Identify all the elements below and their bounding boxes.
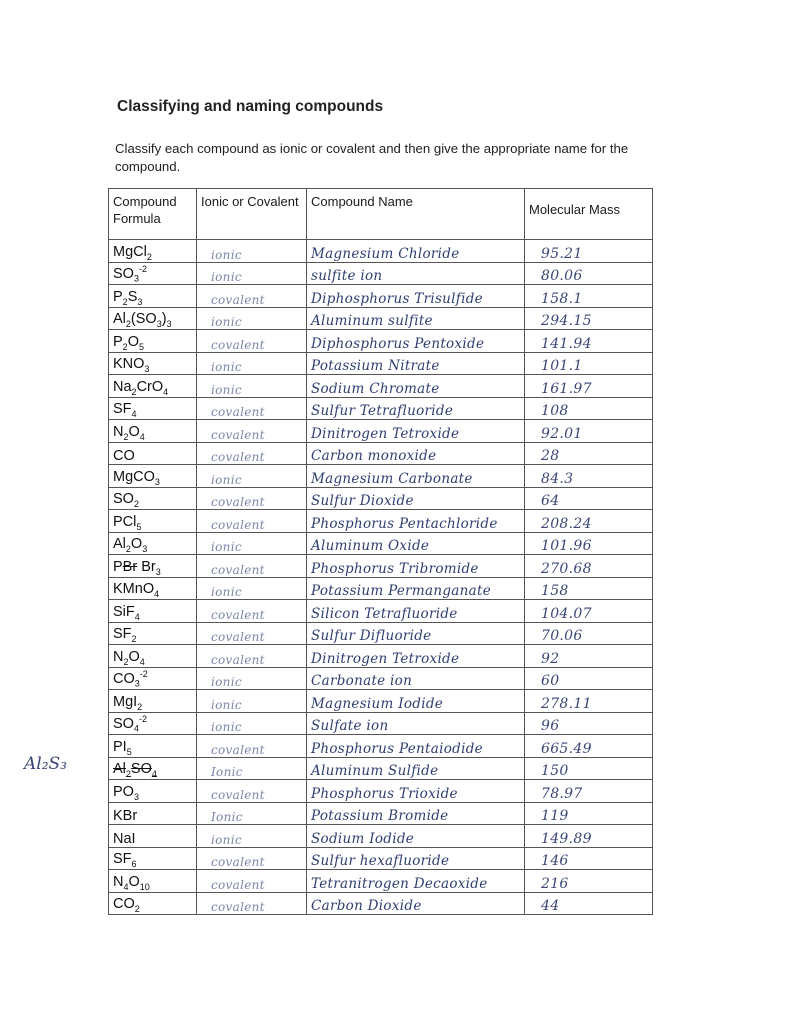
page-title: Classifying and naming compounds [117, 98, 384, 115]
molecular-mass-cell: 78.97 [525, 780, 653, 803]
bond-type-cell: ionic [197, 375, 307, 398]
molecular-mass-cell: 44 [525, 892, 653, 915]
bond-type-cell: ionic [197, 240, 307, 263]
table-row [109, 802, 653, 825]
compound-name-cell: Sulfur Tetrafluoride [307, 397, 525, 420]
molecular-mass-cell: 278.11 [525, 690, 653, 713]
bond-type-cell: ionic [197, 825, 307, 848]
molecular-mass-cell: 158 [525, 577, 653, 600]
header-mass: Molecular Mass [525, 189, 653, 240]
table-row [109, 600, 653, 623]
bond-type-cell: covalent [197, 510, 307, 533]
molecular-mass-cell: 149.89 [525, 825, 653, 848]
table-header-row [109, 189, 653, 240]
table-row [109, 645, 653, 668]
bond-type-cell: Ionic [197, 802, 307, 825]
compound-name-cell: Tetranitrogen Decaoxide [307, 870, 525, 893]
formula-cell: $CO_3^{-2}$ [109, 667, 197, 690]
compound-name-cell: Magnesium Iodide [307, 690, 525, 713]
formula-cell: $N_2O_4$ [109, 420, 197, 443]
bond-type-cell: ionic [197, 690, 307, 713]
table-row [109, 667, 653, 690]
compound-name-cell: Carbon Dioxide [307, 892, 525, 915]
molecular-mass-cell: 208.24 [525, 510, 653, 533]
compound-name-cell: sulfite ion [307, 262, 525, 285]
compounds-table [108, 188, 653, 915]
formula-cell: $SF_4$ [109, 397, 197, 420]
molecular-mass-cell: 146 [525, 847, 653, 870]
table-row [109, 690, 653, 713]
formula-cell: $Al_2SO_4$ [109, 757, 197, 780]
molecular-mass-cell: 101.96 [525, 532, 653, 555]
bond-type-cell: covalent [197, 892, 307, 915]
molecular-mass-cell: 80.06 [525, 262, 653, 285]
formula-cell: MgCl$_2$ [109, 240, 197, 263]
formula-cell: $SO_4^{-2}$ [109, 712, 197, 735]
molecular-mass-cell: 294.15 [525, 307, 653, 330]
molecular-mass-cell: 161.97 [525, 375, 653, 398]
table-row [109, 735, 653, 758]
compound-name-cell: Sulfur Dioxide [307, 487, 525, 510]
molecular-mass-cell: 64 [525, 487, 653, 510]
bond-type-cell: covalent [197, 330, 307, 353]
compound-name-cell: Sulfur Difluoride [307, 622, 525, 645]
table-row [109, 375, 653, 398]
table-row [109, 555, 653, 578]
instructions: Classify each compound as ionic or covalent and then give the appropriate name for the compound. [115, 141, 629, 174]
table-row [109, 397, 653, 420]
table-row [109, 330, 653, 353]
formula-cell: $N_2O_4$ [109, 645, 197, 668]
compound-name-cell: Potassium Nitrate [307, 352, 525, 375]
bond-type-cell: covalent [197, 487, 307, 510]
bond-type-cell: ionic [197, 577, 307, 600]
formula-cell: $P_2S_3$ [109, 285, 197, 308]
formula-cell: $SO_3^{-2}$ [109, 262, 197, 285]
formula-cell: MgCO$_3$ [109, 465, 197, 488]
bond-type-cell: ionic [197, 532, 307, 555]
molecular-mass-cell: 665.49 [525, 735, 653, 758]
molecular-mass-cell: 141.94 [525, 330, 653, 353]
compound-name-cell: Sodium Iodide [307, 825, 525, 848]
formula-cell: CO [109, 442, 197, 465]
compound-name-cell: Diphosphorus Pentoxide [307, 330, 525, 353]
table-row [109, 847, 653, 870]
molecular-mass-cell: 104.07 [525, 600, 653, 623]
bond-type-cell: covalent [197, 780, 307, 803]
bond-type-cell: covalent [197, 442, 307, 465]
compound-name-cell: Phosphorus Tribromide [307, 555, 525, 578]
bond-type-cell: covalent [197, 600, 307, 623]
formula-cell: $PO_3$ [109, 780, 197, 803]
formula-cell: $SF_2$ [109, 622, 197, 645]
molecular-mass-cell: 119 [525, 802, 653, 825]
compound-name-cell: Aluminum Oxide [307, 532, 525, 555]
molecular-mass-cell: 101.1 [525, 352, 653, 375]
molecular-mass-cell: 92.01 [525, 420, 653, 443]
compound-name-cell: Magnesium Carbonate [307, 465, 525, 488]
bond-type-cell: covalent [197, 285, 307, 308]
bond-type-cell: covalent [197, 622, 307, 645]
compound-name-cell: Carbonate ion [307, 667, 525, 690]
table-row [109, 487, 653, 510]
formula-cell: $P_2O_5$ [109, 330, 197, 353]
table-row [109, 352, 653, 375]
bond-type-cell: covalent [197, 870, 307, 893]
table-row [109, 622, 653, 645]
table-row [109, 712, 653, 735]
table-row [109, 442, 653, 465]
formula-cell: $SF_6$ [109, 847, 197, 870]
header-type: Ionic or Covalent [197, 189, 307, 240]
compound-name-cell: Dinitrogen Tetroxide [307, 645, 525, 668]
compound-name-cell: Sulfur hexafluoride [307, 847, 525, 870]
compound-name-cell: Diphosphorus Trisulfide [307, 285, 525, 308]
header-name: Compound Name [307, 189, 525, 240]
formula-cell: $KNO_3$ [109, 352, 197, 375]
table-row [109, 870, 653, 893]
formula-cell: MgI$_2$ [109, 690, 197, 713]
molecular-mass-cell: 96 [525, 712, 653, 735]
table-row [109, 757, 653, 780]
molecular-mass-cell: 92 [525, 645, 653, 668]
molecular-mass-cell: 60 [525, 667, 653, 690]
formula-cell: $N_4O_{10}$ [109, 870, 197, 893]
formula-cell: KMnO$_4$ [109, 577, 197, 600]
table-row [109, 240, 653, 263]
compound-name-cell: Sulfate ion [307, 712, 525, 735]
table-row [109, 780, 653, 803]
formula-cell: $CO_2$ [109, 892, 197, 915]
formula-cell: PBr $Br_3$ [109, 555, 197, 578]
table-row [109, 532, 653, 555]
compound-name-cell: Phosphorus Pentachloride [307, 510, 525, 533]
bond-type-cell: covalent [197, 847, 307, 870]
molecular-mass-cell: 216 [525, 870, 653, 893]
formula-cell: SiF$_4$ [109, 600, 197, 623]
compound-name-cell: Phosphorus Pentaiodide [307, 735, 525, 758]
compound-name-cell: Aluminum sulfite [307, 307, 525, 330]
bond-type-cell: ionic [197, 262, 307, 285]
bond-type-cell: covalent [197, 555, 307, 578]
formula-cell: KBr [109, 802, 197, 825]
compound-name-cell: Carbon monoxide [307, 442, 525, 465]
formula-cell: $SO_2$ [109, 487, 197, 510]
table-row [109, 577, 653, 600]
molecular-mass-cell: 95.21 [525, 240, 653, 263]
bond-type-cell: ionic [197, 465, 307, 488]
formula-cell: $Al_2O_3$ [109, 532, 197, 555]
formula-cell: $Na_2CrO_4$ [109, 375, 197, 398]
bond-type-cell: ionic [197, 307, 307, 330]
table-row [109, 465, 653, 488]
table-row [109, 510, 653, 533]
compound-name-cell: Potassium Bromide [307, 802, 525, 825]
compound-name-cell: Dinitrogen Tetroxide [307, 420, 525, 443]
compound-name-cell: Phosphorus Trioxide [307, 780, 525, 803]
molecular-mass-cell: 108 [525, 397, 653, 420]
bond-type-cell: Ionic [197, 757, 307, 780]
compound-name-cell: Potassium Permanganate [307, 577, 525, 600]
bond-type-cell: covalent [197, 735, 307, 758]
molecular-mass-cell: 270.68 [525, 555, 653, 578]
bond-type-cell: ionic [197, 667, 307, 690]
margin-note: Al₂S₃ [24, 754, 67, 774]
table-row [109, 825, 653, 848]
bond-type-cell: covalent [197, 645, 307, 668]
header-formula: Compound Formula [109, 189, 197, 240]
table-row [109, 307, 653, 330]
formula-cell: $Al_2(SO_3)_3$ [109, 307, 197, 330]
molecular-mass-cell: 84.3 [525, 465, 653, 488]
compound-name-cell: Magnesium Chloride [307, 240, 525, 263]
table-row [109, 285, 653, 308]
molecular-mass-cell: 150 [525, 757, 653, 780]
molecular-mass-cell: 28 [525, 442, 653, 465]
compound-name-cell: Silicon Tetrafluoride [307, 600, 525, 623]
molecular-mass-cell: 158.1 [525, 285, 653, 308]
table-row [109, 892, 653, 915]
molecular-mass-cell: 70.06 [525, 622, 653, 645]
bond-type-cell: ionic [197, 352, 307, 375]
formula-cell: PCl$_5$ [109, 510, 197, 533]
table-row [109, 262, 653, 285]
formula-cell: $PI_5$ [109, 735, 197, 758]
table-row [109, 420, 653, 443]
bond-type-cell: covalent [197, 397, 307, 420]
bond-type-cell: covalent [197, 420, 307, 443]
bond-type-cell: ionic [197, 712, 307, 735]
compound-name-cell: Sodium Chromate [307, 375, 525, 398]
formula-cell: NaI [109, 825, 197, 848]
compound-name-cell: Aluminum Sulfide [307, 757, 525, 780]
